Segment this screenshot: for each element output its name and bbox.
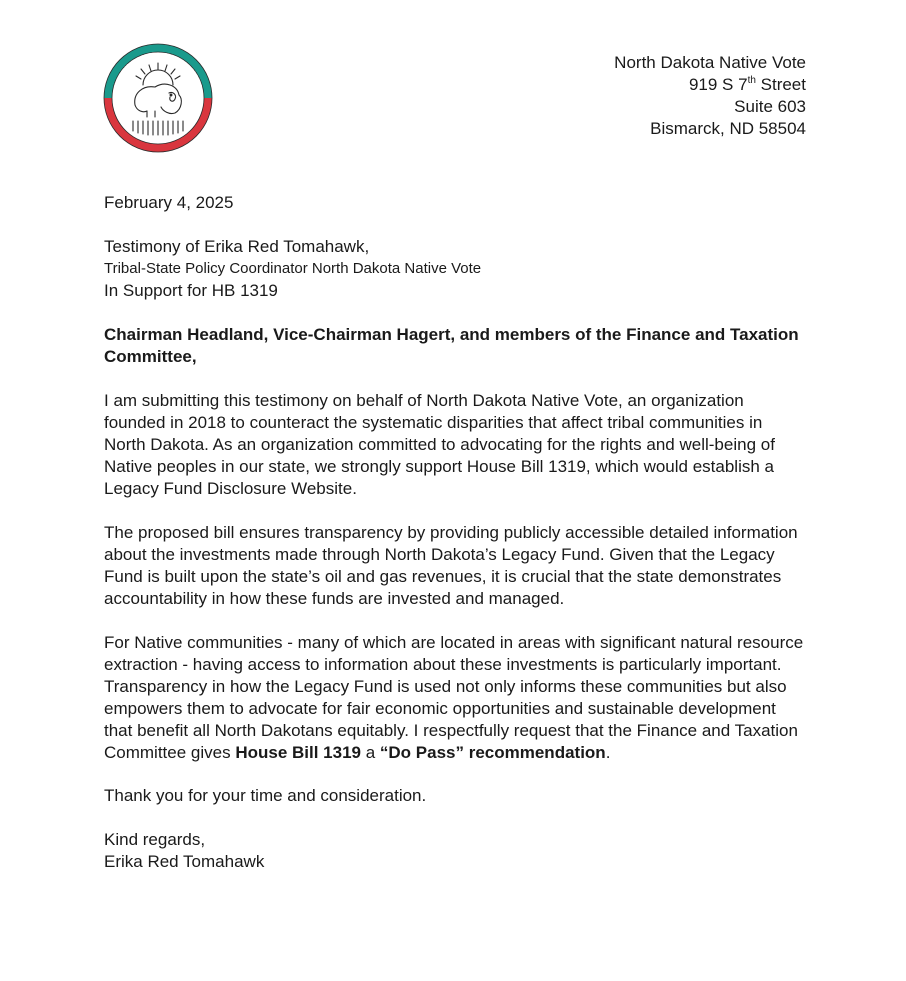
sender-address [614, 52, 806, 140]
logo-top-text: NORTH DAKOTA NATIVE VOTE [113, 51, 203, 90]
closing: Kind regards, [104, 830, 206, 849]
organization-logo [103, 43, 213, 153]
letter-body [104, 192, 808, 873]
paragraph-1: I am submitting this testimony on behalf of North Dakota Native Vote, an organization founded in 2018 to counteract the systematic disparities that affect tribal communities in North Dakota. As an organization committed to advocating for the rights and well-being of Native peoples in our state, we strongly support House Bill 1319, which would establish a Legacy Fund Disclosure Website. [104, 391, 775, 498]
paragraph-3 [104, 632, 808, 764]
city-state-zip: Bismarck, ND 58504 [650, 119, 806, 138]
org-name: North Dakota Native Vote [614, 53, 806, 72]
testimony-line-3: In Support for HB 1319 [104, 281, 278, 300]
suite: Suite 603 [734, 97, 806, 116]
street-address [614, 74, 806, 96]
street-suffix: Street [755, 75, 806, 94]
paragraph-3-end: . [605, 743, 611, 762]
testimony-line-2: Tribal-State Policy Coordinator North Dakota Native Vote [104, 260, 482, 277]
signature-name: Erika Red Tomahawk [104, 852, 265, 871]
thanks-line: Thank you for your time and consideration. [104, 786, 427, 805]
paragraph-3-text: For Native communities - many of which are located in areas with significant natural resource extraction - having access to information about these investments is particularly important. Transparency in how the Legacy Fund is used not only informs these communities but also empowers them to advocate for fair economic opportunities and sustainable development that benefit all North Dakotans equitably. I respectfully request that the Finance and Taxation Committee gives [104, 633, 804, 762]
salutation: Chairman Headland, Vice-Chairman Hagert, and members of the Finance and Taxation Committee, [104, 325, 799, 366]
logo-bottom-text: INSPIRE INDIGENOUS ACTION [115, 115, 201, 146]
do-pass-recommendation: “Do Pass” recommendation [379, 743, 606, 762]
street-prefix: 919 S 7 [688, 75, 748, 94]
letter-date: February 4, 2025 [104, 193, 234, 212]
street-superscript: th [747, 75, 756, 86]
paragraph-3-connector: a [361, 743, 380, 762]
bill-name: House Bill 1319 [235, 743, 361, 762]
paragraph-2: The proposed bill ensures transparency by providing publicly accessible detailed information about the investments made through North Dakota’s Legacy Fund. Given that the Legacy Fund is built upon the state’s oil and gas revenues, it is crucial that the state demonstrates accountability in how these funds are invested and managed. [104, 523, 798, 608]
testimony-line-1: Testimony of Erika Red Tomahawk, [104, 237, 370, 256]
